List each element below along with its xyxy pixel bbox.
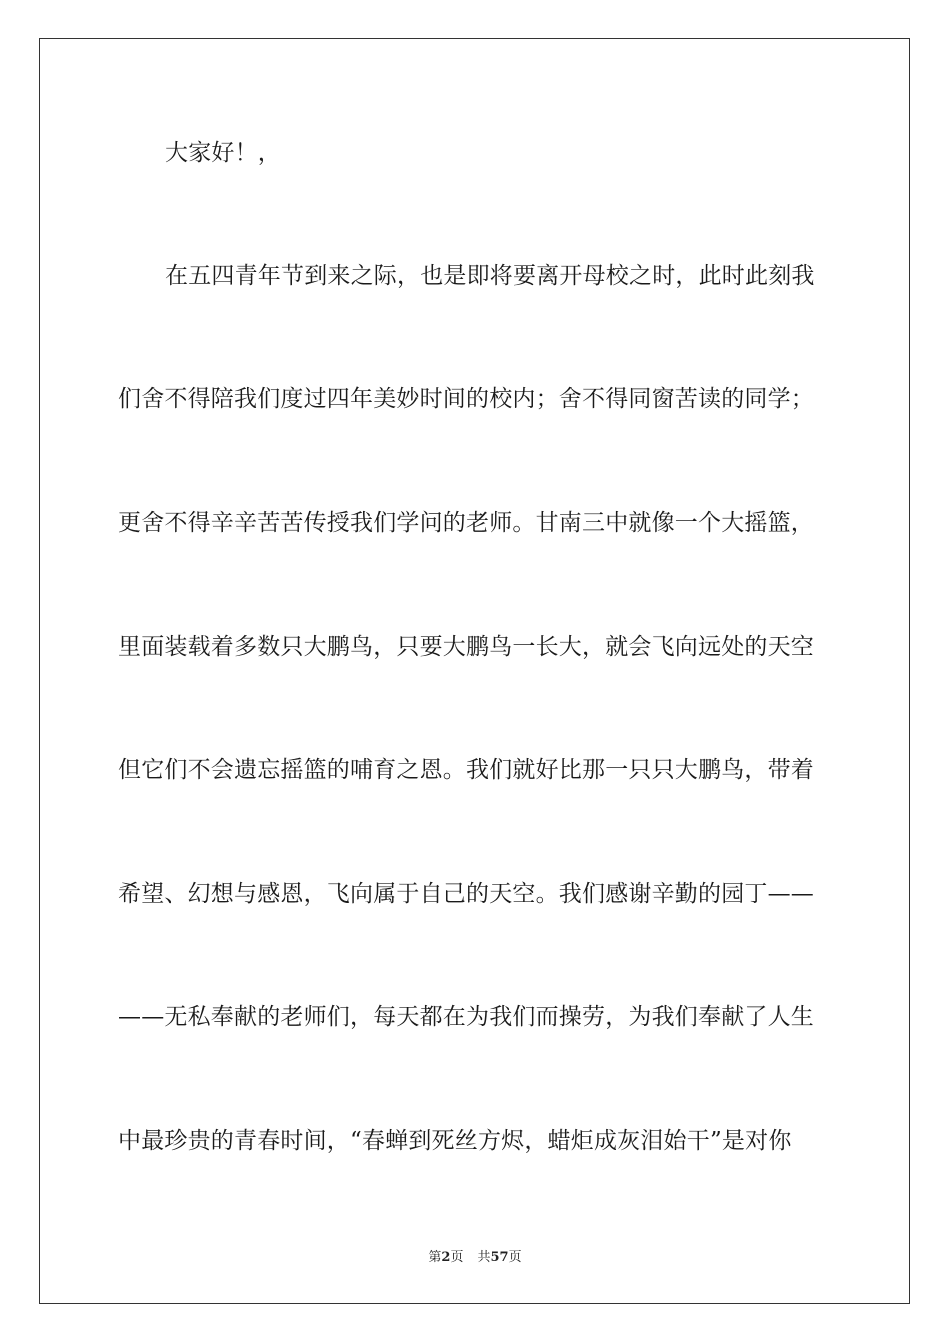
text-line: 但它们不会遗忘摇篮的哺育之恩。我们就好比那一只只大鹏鸟，带着: [118, 757, 814, 783]
total-label-suffix: 页: [508, 1250, 522, 1265]
total-label-prefix: 共: [477, 1250, 491, 1265]
current-page-number: 2: [441, 1250, 451, 1265]
text-line: 里面装载着多数只大鹏鸟，只要大鹏鸟一长大，就会飞向远处的天空: [118, 634, 814, 660]
page-border: [39, 38, 910, 1304]
text-line-greeting: 大家好！，: [165, 140, 281, 166]
total-pages-number: 57: [490, 1250, 509, 1265]
text-line: 中最珍贵的青春时间，“春蝉到死丝方烬，蜡炬成灰泪始干”是对你: [118, 1128, 792, 1154]
text-line-paragraph-start: 在五四青年节到来之际，也是即将要离开母校之时，此时此刻我: [165, 263, 815, 289]
page-label-suffix: 页: [450, 1250, 464, 1265]
text-line: ——无私奉献的老师们，每天都在为我们而操劳，为我们奉献了人生: [118, 1004, 814, 1030]
page-label-prefix: 第: [428, 1250, 442, 1265]
text-line: 更舍不得辛辛苦苦传授我们学问的老师。甘南三中就像一个大摇篮，: [118, 510, 814, 536]
text-line: 们舍不得陪我们度过四年美妙时间的校内；舍不得同窗苦读的同学；: [118, 386, 814, 412]
text-line: 希望、幻想与感恩，飞向属于自己的天空。我们感谢辛勤的园丁——: [118, 881, 814, 907]
page-footer: [0, 1246, 950, 1265]
